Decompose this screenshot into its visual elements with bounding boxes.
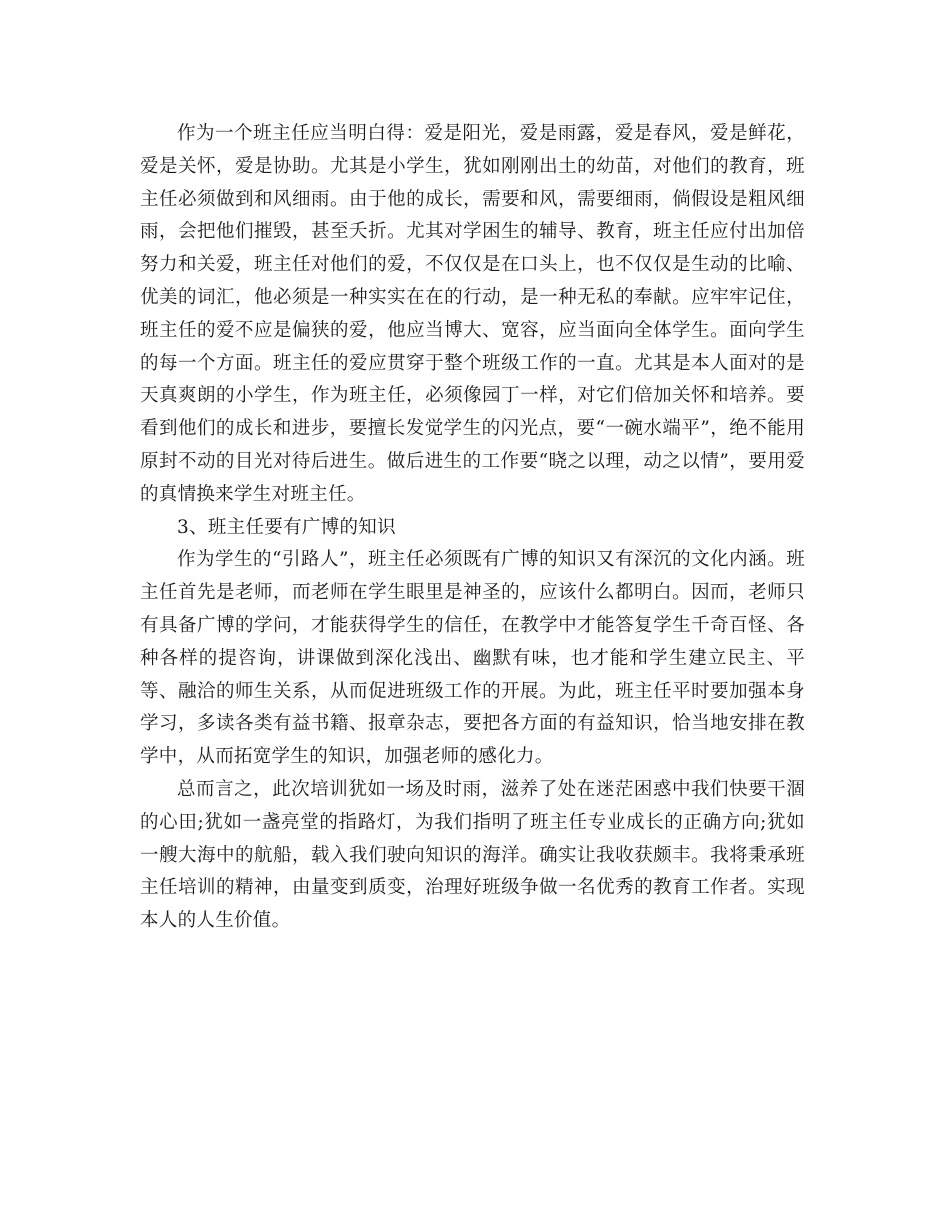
section-heading-broad-knowledge: 3、班主任要有广博的知识 xyxy=(177,516,396,538)
paragraph-broad-knowledge: 作为学生的“引路人”，班主任必须既有广博的知识又有深沉的文化内涵。班主任首先是老师，而老师在学生眼里是神圣的，应该什么都明白。因而，老师只有具备广博的学问，才能获得学生的信任，在教学中才能答复学生千奇百怪、各种各样的提咨询，讲课做到深化浅出、幽默有味，也才能和学生建立民主、平等、融洽的师生关系，从而促进班级工作的开展。为此，班主任平时要加强本身学习，多读各类有益书籍、报章杂志，要把各方面的有益知识，恰当地安排在教学中，从而拓宽学生的知识，加强老师的感化力。 xyxy=(140,549,805,768)
paragraph-conclusion: 总而言之，此次培训犹如一场及时雨，滋养了处在迷茫困惑中我们快要干涸的心田;犹如一盏亮堂的指路灯，为我们指明了班主任专业成长的正确方向;犹如一艘大海中的航船，载入我们驶向知识的海洋。确实让我收获颇丰。我将秉承班主任培训的精神，由量变到质变，治理好班级争做一名优秀的教育工作者。实现本人的人生价值。 xyxy=(140,778,805,932)
paragraph-love-of-class-teacher: 作为一个班主任应当明白得：爱是阳光，爱是雨露，爱是春风，爱是鲜花，爱是关怀，爱是协助。尤其是小学生，犹如刚刚出土的幼苗，对他们的教育，班主任必须做到和风细雨。由于他的成长，需要和风，需要细雨，倘假设是粗风细雨，会把他们摧毁，甚至夭折。尤其对学困生的辅导、教育，班主任应付出加倍努力和关爱，班主任对他们的爱，不仅仅是在口头上，也不仅仅是生动的比喻、优美的词汇，他必须是一种实实在在的行动，是一种无私的奉献。应牢牢记住，班主任的爱不应是偏狭的爱，他应当博大、宽容，应当面向全体学生。面向学生的每一个方面。班主任的爱应贯穿于整个班级工作的一直。尤其是本人面对的是天真爽朗的小学生，作为班主任，必须像园丁一样，对它们倍加关怀和培养。要看到他们的成长和进步，要擅长发觉学生的闪光点，要“一碗水端平”，绝不能用原封不动的目光对待后进生。做后进生的工作要“晓之以理，动之以情”，要用爱的真情换来学生对班主任。 xyxy=(140,123,805,505)
